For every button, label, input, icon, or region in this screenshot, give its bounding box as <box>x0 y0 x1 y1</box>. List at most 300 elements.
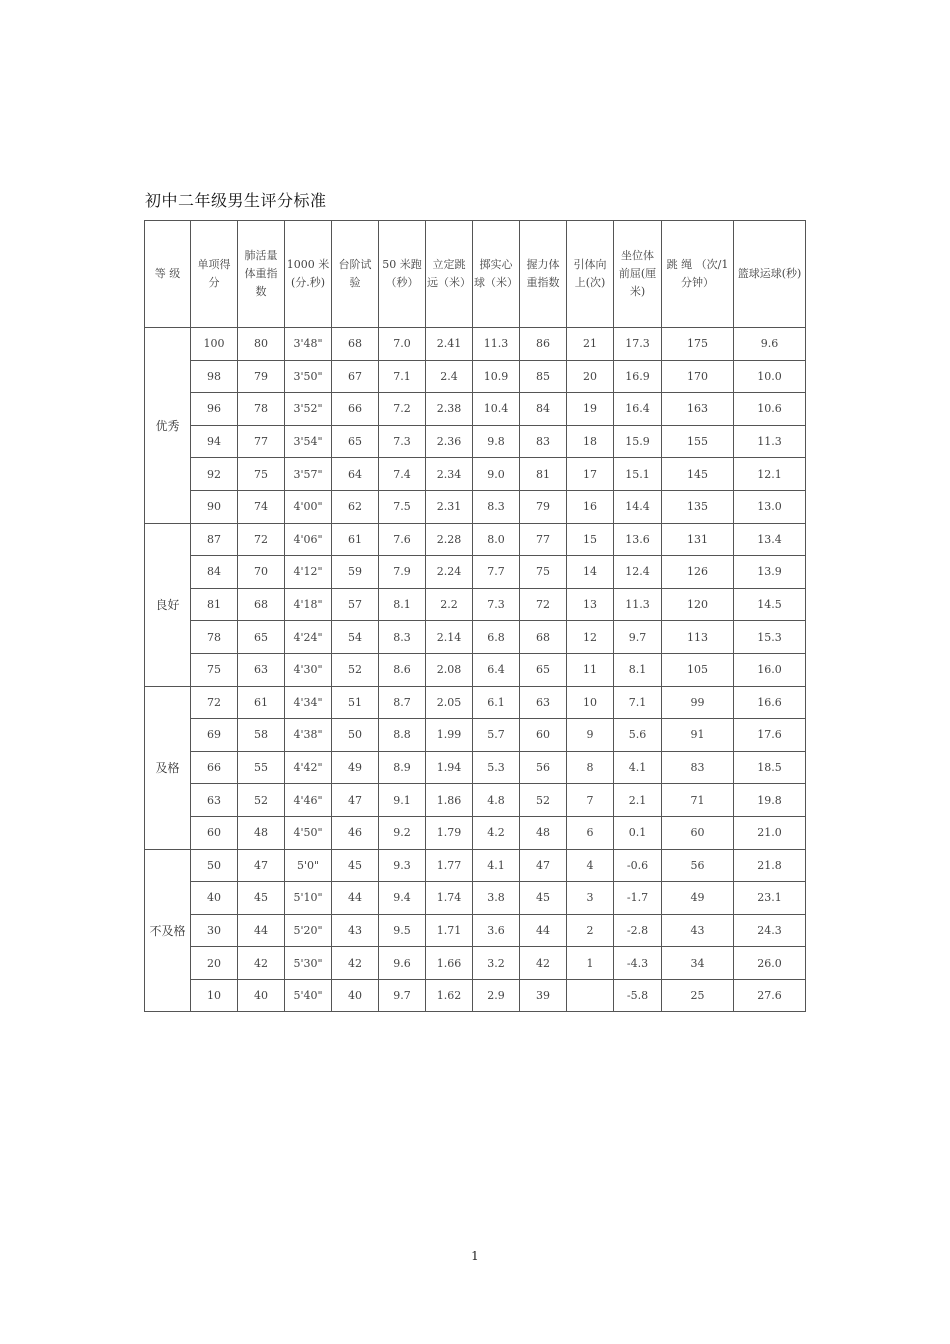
table-cell: 2.28 <box>426 523 473 556</box>
table-cell: 4'30" <box>285 653 332 686</box>
table-cell: 8.9 <box>379 751 426 784</box>
table-cell: 9.4 <box>379 882 426 915</box>
table-cell: 7.2 <box>379 393 426 426</box>
table-cell: 3.2 <box>473 947 520 980</box>
table-cell: 78 <box>191 621 238 654</box>
table-cell: 4.1 <box>473 849 520 882</box>
table-cell: 11.3 <box>734 425 806 458</box>
table-row <box>145 556 806 589</box>
table-cell: 12.1 <box>734 458 806 491</box>
table-cell: 86 <box>520 328 567 361</box>
table-cell: 40 <box>332 979 379 1012</box>
column-header <box>238 221 285 328</box>
table-cell: 16.0 <box>734 653 806 686</box>
table-cell: 11.3 <box>473 328 520 361</box>
table-cell: 170 <box>662 360 734 393</box>
table-cell: 50 <box>332 719 379 752</box>
grade-label: 不及格 <box>145 849 191 1012</box>
table-cell: 15 <box>567 523 614 556</box>
table-cell: 100 <box>191 328 238 361</box>
table-cell: 68 <box>332 328 379 361</box>
table-cell: 9.3 <box>379 849 426 882</box>
table-cell: 9.7 <box>614 621 662 654</box>
grade-label: 良好 <box>145 523 191 686</box>
table-cell: 2.36 <box>426 425 473 458</box>
column-header-label: 台阶试 验 <box>338 258 372 289</box>
table-cell: 9.5 <box>379 914 426 947</box>
table-cell: 2.38 <box>426 393 473 426</box>
table-cell: 65 <box>332 425 379 458</box>
table-cell: 5'20" <box>285 914 332 947</box>
table-cell: 4 <box>567 849 614 882</box>
table-cell: 80 <box>238 328 285 361</box>
table-cell: 55 <box>238 751 285 784</box>
column-header <box>332 221 379 328</box>
table-cell: 0.1 <box>614 816 662 849</box>
column-header <box>145 221 191 328</box>
table-cell: 18.5 <box>734 751 806 784</box>
table-cell: 3.8 <box>473 882 520 915</box>
table-cell: 81 <box>520 458 567 491</box>
table-cell: 6.8 <box>473 621 520 654</box>
table-cell: 16.9 <box>614 360 662 393</box>
table-cell: 72 <box>238 523 285 556</box>
table-cell: 45 <box>520 882 567 915</box>
table-row <box>145 490 806 523</box>
column-header <box>567 221 614 328</box>
table-cell: 2.31 <box>426 490 473 523</box>
table-cell: 2 <box>567 914 614 947</box>
table-cell: 1.62 <box>426 979 473 1012</box>
table-cell: 84 <box>191 556 238 589</box>
table-cell: 79 <box>238 360 285 393</box>
table-cell: 16.4 <box>614 393 662 426</box>
page-number: 1 <box>471 1249 479 1263</box>
table-cell: 91 <box>662 719 734 752</box>
table-cell: -5.8 <box>614 979 662 1012</box>
table-cell: 13.0 <box>734 490 806 523</box>
table-cell: -2.8 <box>614 914 662 947</box>
table-cell: 113 <box>662 621 734 654</box>
table-cell: 8.3 <box>379 621 426 654</box>
column-header-label: 坐位体 前屈(厘 米) <box>618 249 657 298</box>
table-cell: 72 <box>191 686 238 719</box>
table-cell: 5'0" <box>285 849 332 882</box>
table-cell: 87 <box>191 523 238 556</box>
table-cell: 42 <box>520 947 567 980</box>
table-cell: 8.7 <box>379 686 426 719</box>
table-body <box>145 328 806 1012</box>
table-cell: 7.3 <box>379 425 426 458</box>
table-cell: 8.8 <box>379 719 426 752</box>
table-cell: 2.24 <box>426 556 473 589</box>
table-cell: 69 <box>191 719 238 752</box>
table-cell: 19 <box>567 393 614 426</box>
table-cell: 155 <box>662 425 734 458</box>
table-cell: 8.3 <box>473 490 520 523</box>
table-cell: 135 <box>662 490 734 523</box>
table-cell: 2.4 <box>426 360 473 393</box>
table-cell: 47 <box>332 784 379 817</box>
table-cell: 5'30" <box>285 947 332 980</box>
table-cell: 9.6 <box>734 328 806 361</box>
table-row <box>145 947 806 980</box>
table-cell: 7.1 <box>614 686 662 719</box>
table-row <box>145 979 806 1012</box>
table-cell: 10 <box>191 979 238 1012</box>
table-cell: 56 <box>662 849 734 882</box>
table-cell: 70 <box>238 556 285 589</box>
table-cell: 52 <box>332 653 379 686</box>
table-cell: 10.9 <box>473 360 520 393</box>
table-cell: 15.3 <box>734 621 806 654</box>
table-cell: 44 <box>520 914 567 947</box>
table-cell: 71 <box>662 784 734 817</box>
table-cell: 145 <box>662 458 734 491</box>
table-cell: 54 <box>332 621 379 654</box>
table-cell: 51 <box>332 686 379 719</box>
table-cell: 50 <box>191 849 238 882</box>
table-cell: 84 <box>520 393 567 426</box>
table-cell: 9.1 <box>379 784 426 817</box>
table-cell: 9.6 <box>379 947 426 980</box>
table-cell: 8 <box>567 751 614 784</box>
table-cell: 99 <box>662 686 734 719</box>
table-cell: 1.79 <box>426 816 473 849</box>
table-cell: 39 <box>520 979 567 1012</box>
table-cell: 14.5 <box>734 588 806 621</box>
table-cell: 10.0 <box>734 360 806 393</box>
table-cell: 11.3 <box>614 588 662 621</box>
table-cell: 7.5 <box>379 490 426 523</box>
column-header-label: 单项得 分 <box>197 258 231 289</box>
table-cell: 14.4 <box>614 490 662 523</box>
table-row <box>145 523 806 556</box>
table-row <box>145 751 806 784</box>
table-cell: 47 <box>238 849 285 882</box>
table-row <box>145 621 806 654</box>
table-cell: 48 <box>520 816 567 849</box>
table-cell: 58 <box>238 719 285 752</box>
table-cell: 7.9 <box>379 556 426 589</box>
table-cell: 4.1 <box>614 751 662 784</box>
table-cell: 1.94 <box>426 751 473 784</box>
table-cell: 74 <box>238 490 285 523</box>
table-cell: 21 <box>567 328 614 361</box>
table-cell: 1.66 <box>426 947 473 980</box>
table-cell: 26.0 <box>734 947 806 980</box>
scoring-standard-table <box>144 220 806 1012</box>
table-cell: 7.6 <box>379 523 426 556</box>
table-cell: 19.8 <box>734 784 806 817</box>
table-cell: 14 <box>567 556 614 589</box>
table-cell: 61 <box>238 686 285 719</box>
table-cell: 4'18" <box>285 588 332 621</box>
table-cell: 83 <box>520 425 567 458</box>
table-cell: 13 <box>567 588 614 621</box>
table-cell: 7.4 <box>379 458 426 491</box>
table-row <box>145 816 806 849</box>
table-cell: 4.8 <box>473 784 520 817</box>
table-cell: 163 <box>662 393 734 426</box>
table-cell: 10.6 <box>734 393 806 426</box>
column-header-label: 掷实心 球（米） <box>474 258 518 289</box>
table-cell: 2.1 <box>614 784 662 817</box>
table-cell: 78 <box>238 393 285 426</box>
table-cell: 10.4 <box>473 393 520 426</box>
table-cell: 12.4 <box>614 556 662 589</box>
table-cell: 7.7 <box>473 556 520 589</box>
table-cell: 63 <box>520 686 567 719</box>
table-cell: 17 <box>567 458 614 491</box>
table-cell: 11 <box>567 653 614 686</box>
table-row <box>145 849 806 882</box>
table-row <box>145 719 806 752</box>
table-cell: 2.2 <box>426 588 473 621</box>
column-header <box>473 221 520 328</box>
column-header-label: 等 级 <box>154 267 181 280</box>
table-cell: 13.6 <box>614 523 662 556</box>
table-cell: 21.8 <box>734 849 806 882</box>
column-header-label: 引体向 上(次) <box>573 258 607 289</box>
table-cell: 4'06" <box>285 523 332 556</box>
table-cell: 2.14 <box>426 621 473 654</box>
table-cell: 3'48" <box>285 328 332 361</box>
table-cell: 30 <box>191 914 238 947</box>
table-cell: 68 <box>520 621 567 654</box>
table-cell: 126 <box>662 556 734 589</box>
table-cell: 7 <box>567 784 614 817</box>
column-header <box>191 221 238 328</box>
table-cell: 105 <box>662 653 734 686</box>
grade-label: 及格 <box>145 686 191 849</box>
table-cell: 77 <box>238 425 285 458</box>
table-cell: 3'50" <box>285 360 332 393</box>
table-cell: 3'57" <box>285 458 332 491</box>
table-cell: 15.9 <box>614 425 662 458</box>
column-header-label: 50 米跑 （秒） <box>382 258 422 289</box>
table-cell: 75 <box>191 653 238 686</box>
table-row <box>145 686 806 719</box>
table-header-row <box>145 221 806 328</box>
table-cell: 1.71 <box>426 914 473 947</box>
table-cell: 131 <box>662 523 734 556</box>
table-cell: 60 <box>191 816 238 849</box>
table-cell: 44 <box>332 882 379 915</box>
table-cell: 81 <box>191 588 238 621</box>
table-row <box>145 360 806 393</box>
table-cell: 3.6 <box>473 914 520 947</box>
table-cell: 20 <box>191 947 238 980</box>
table-cell: 60 <box>662 816 734 849</box>
table-cell: 46 <box>332 816 379 849</box>
table-cell: 5'10" <box>285 882 332 915</box>
table-cell: 2.05 <box>426 686 473 719</box>
column-header-label: 篮球运球(秒) <box>737 267 802 280</box>
table-cell: 8.1 <box>614 653 662 686</box>
table-cell: 66 <box>191 751 238 784</box>
table-cell: 45 <box>238 882 285 915</box>
table-cell: 2.34 <box>426 458 473 491</box>
table-row <box>145 328 806 361</box>
table-cell: 5'40" <box>285 979 332 1012</box>
table-cell: 4'24" <box>285 621 332 654</box>
table-cell: 65 <box>520 653 567 686</box>
table-cell: 1.99 <box>426 719 473 752</box>
table-cell: 75 <box>238 458 285 491</box>
table-cell: 65 <box>238 621 285 654</box>
table-cell: 96 <box>191 393 238 426</box>
table-cell: 9 <box>567 719 614 752</box>
table-row <box>145 914 806 947</box>
table-cell: 52 <box>520 784 567 817</box>
table-cell: 56 <box>520 751 567 784</box>
table-cell: 7.1 <box>379 360 426 393</box>
table-cell: 34 <box>662 947 734 980</box>
table-cell: 48 <box>238 816 285 849</box>
table-row <box>145 458 806 491</box>
table-cell: 8.1 <box>379 588 426 621</box>
table-cell: 61 <box>332 523 379 556</box>
table-cell: 4'38" <box>285 719 332 752</box>
table-cell: 21.0 <box>734 816 806 849</box>
table-cell: 1 <box>567 947 614 980</box>
table-cell: 43 <box>662 914 734 947</box>
table-cell: 16 <box>567 490 614 523</box>
table-row <box>145 784 806 817</box>
column-header <box>426 221 473 328</box>
table-cell: 40 <box>238 979 285 1012</box>
table-cell: 5.3 <box>473 751 520 784</box>
table-cell: 94 <box>191 425 238 458</box>
column-header-label: 肺活量 体重指 数 <box>244 249 278 298</box>
table-cell: 63 <box>238 653 285 686</box>
table-cell: 1.86 <box>426 784 473 817</box>
table-cell: 9.8 <box>473 425 520 458</box>
table-cell: 83 <box>662 751 734 784</box>
document-title: 初中二年级男生评分标准 <box>145 191 327 210</box>
table-cell: 7.0 <box>379 328 426 361</box>
column-header <box>520 221 567 328</box>
table-cell: 2.9 <box>473 979 520 1012</box>
table-cell: 3'52" <box>285 393 332 426</box>
table-cell <box>567 979 614 1012</box>
table-cell: 9.2 <box>379 816 426 849</box>
table-cell: 4'50" <box>285 816 332 849</box>
table-cell: 67 <box>332 360 379 393</box>
table-cell: 5.7 <box>473 719 520 752</box>
table-cell: 59 <box>332 556 379 589</box>
table-cell: 6 <box>567 816 614 849</box>
table-cell: 4'34" <box>285 686 332 719</box>
table-cell: 47 <box>520 849 567 882</box>
table-cell: 10 <box>567 686 614 719</box>
column-header-label: 握力体 重指数 <box>526 258 560 289</box>
table-cell: 57 <box>332 588 379 621</box>
table-cell: 18 <box>567 425 614 458</box>
table-row <box>145 393 806 426</box>
table-cell: 17.6 <box>734 719 806 752</box>
column-header-label: 立定跳 远（米） <box>427 258 471 289</box>
column-header <box>734 221 806 328</box>
table-cell: 8.6 <box>379 653 426 686</box>
grade-label: 优秀 <box>145 328 191 524</box>
table-cell: 24.3 <box>734 914 806 947</box>
table-cell: 4'46" <box>285 784 332 817</box>
table-cell: 1.77 <box>426 849 473 882</box>
table-cell: 63 <box>191 784 238 817</box>
table-cell: 175 <box>662 328 734 361</box>
table-cell: 2.08 <box>426 653 473 686</box>
table-cell: 44 <box>238 914 285 947</box>
table-cell: 49 <box>662 882 734 915</box>
table-cell: 52 <box>238 784 285 817</box>
table-cell: 40 <box>191 882 238 915</box>
table-row <box>145 882 806 915</box>
table-row <box>145 588 806 621</box>
table-cell: 98 <box>191 360 238 393</box>
table-row <box>145 653 806 686</box>
table-cell: 90 <box>191 490 238 523</box>
column-header <box>285 221 332 328</box>
table-cell: 43 <box>332 914 379 947</box>
table-cell: 5.6 <box>614 719 662 752</box>
table-cell: 3'54" <box>285 425 332 458</box>
table-cell: 9.7 <box>379 979 426 1012</box>
table-cell: 12 <box>567 621 614 654</box>
table-cell: 4'12" <box>285 556 332 589</box>
column-header <box>662 221 734 328</box>
table-cell: 6.4 <box>473 653 520 686</box>
table-cell: 23.1 <box>734 882 806 915</box>
table-cell: 85 <box>520 360 567 393</box>
table-cell: 17.3 <box>614 328 662 361</box>
table-cell: 62 <box>332 490 379 523</box>
table-row <box>145 425 806 458</box>
table-cell: 72 <box>520 588 567 621</box>
column-header <box>379 221 426 328</box>
column-header-label: 跳 绳 （次/1 分钟） <box>666 258 729 289</box>
table-cell: 79 <box>520 490 567 523</box>
table-cell: 16.6 <box>734 686 806 719</box>
table-cell: 68 <box>238 588 285 621</box>
table-cell: 60 <box>520 719 567 752</box>
table-cell: 77 <box>520 523 567 556</box>
table-cell: 13.9 <box>734 556 806 589</box>
table-cell: 45 <box>332 849 379 882</box>
table-cell: 3 <box>567 882 614 915</box>
table-cell: 15.1 <box>614 458 662 491</box>
table-cell: 25 <box>662 979 734 1012</box>
table-cell: 13.4 <box>734 523 806 556</box>
column-header <box>614 221 662 328</box>
table-cell: 4'42" <box>285 751 332 784</box>
table-cell: 9.0 <box>473 458 520 491</box>
table-cell: 66 <box>332 393 379 426</box>
table-cell: 75 <box>520 556 567 589</box>
table-cell: 2.41 <box>426 328 473 361</box>
table-cell: 92 <box>191 458 238 491</box>
table-cell: 8.0 <box>473 523 520 556</box>
table-cell: -0.6 <box>614 849 662 882</box>
table-cell: 1.74 <box>426 882 473 915</box>
table-cell: 42 <box>238 947 285 980</box>
table-cell: 4'00" <box>285 490 332 523</box>
table-cell: 20 <box>567 360 614 393</box>
table-cell: -4.3 <box>614 947 662 980</box>
table-cell: 49 <box>332 751 379 784</box>
column-header-label: 1000 米 (分.秒) <box>286 258 330 289</box>
